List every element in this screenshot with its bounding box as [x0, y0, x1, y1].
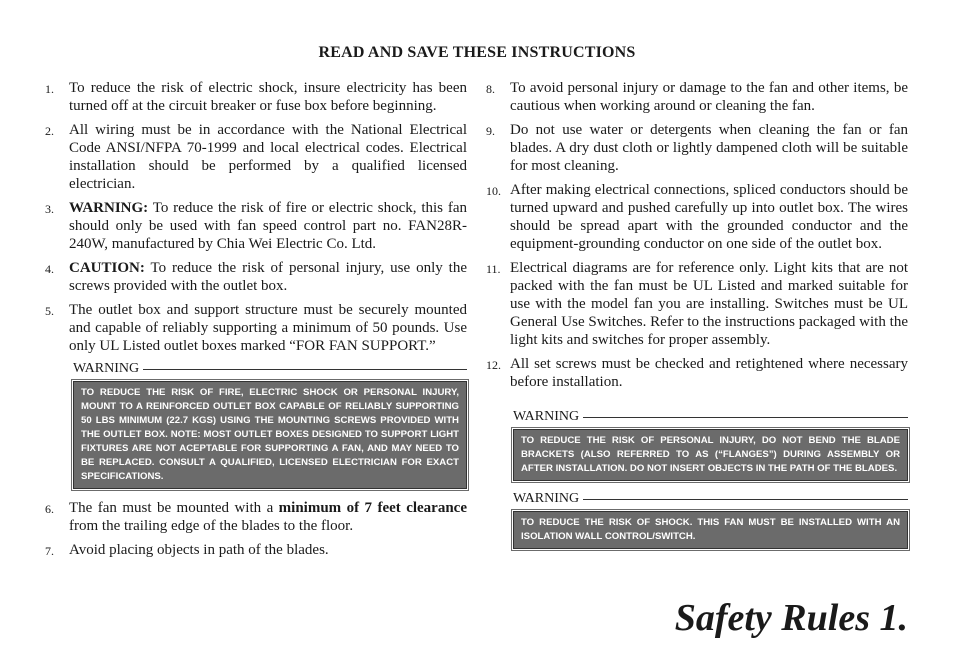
warning-header — [513, 409, 908, 425]
item-text: All wiring must be in accordance with the National Electrical Code ANSI/NFPA 70-1999 and local electrical codes. Electrical installation should be performed by a qualified licensed electrician. — [69, 122, 467, 192]
instruction-item-9 — [486, 121, 908, 175]
warning-block-blades — [513, 409, 908, 481]
warning-block-shock — [513, 491, 908, 549]
item-number: 10. — [486, 184, 501, 198]
warning-header — [513, 491, 908, 507]
instruction-item-12 — [486, 355, 908, 391]
item-number: 2. — [45, 124, 54, 138]
item-text — [69, 199, 467, 253]
warning-box: TO REDUCE THE RISK OF SHOCK. THIS FAN MUST BE INSTALLED WITH AN ISOLATION WALL CONTROL/SWITCH. — [513, 511, 908, 549]
item-body: from the trailing edge of the blades to the floor. — [69, 518, 354, 534]
item-body: To reduce the risk of fire or electric shock, this fan should only be used with fan speed control part no. FAN28R-240W, manufactured by Chia Wei Electric Co. Ltd. — [69, 200, 467, 252]
instruction-item-8 — [486, 79, 908, 115]
item-text: Electrical diagrams are for reference only. Light kits that are not packed with the fan must be UL Listed and marked suitable for use with the model fan you are installing. Switches must be UL General Use Switches. Refer to the instructions packaged with the light kits and switches for proper assembly. — [510, 260, 908, 348]
instruction-item-1 — [45, 79, 467, 115]
warning-rule — [583, 499, 908, 500]
instruction-item-10 — [486, 181, 908, 253]
item-text — [69, 259, 467, 295]
item-number: 1. — [45, 82, 54, 96]
warning-label: WARNING — [73, 361, 140, 376]
item-body: To reduce the risk of personal injury, use only the screws provided with the outlet box. — [69, 260, 467, 294]
item-text: The outlet box and support structure must be securely mounted and capable of reliably supporting a minimum of 50 pounds. Use only UL Listed outlet boxes marked “FOR FAN SUPPORT.” — [69, 302, 467, 354]
section-title: Safety Rules 1. — [674, 597, 908, 639]
caution-keyword: CAUTION: — [69, 260, 145, 276]
item-number: 7. — [45, 544, 54, 558]
warning-rule — [143, 369, 467, 370]
item-number: 4. — [45, 262, 54, 276]
page-title: READ AND SAVE THESE INSTRUCTIONS — [318, 44, 636, 61]
item-text: All set screws must be checked and retightened where necessary before installation. — [510, 356, 908, 390]
instruction-item-7 — [45, 541, 467, 560]
item-text: Do not use water or detergents when cleaning the fan or fan blades. A dry dust cloth or lightly dampened cloth will be suitable for most cleaning. — [510, 122, 908, 174]
instruction-item-5 — [45, 301, 467, 355]
item-number: 9. — [486, 124, 495, 138]
right-column — [486, 79, 908, 559]
clearance-emphasis: minimum of 7 feet clearance — [278, 500, 467, 516]
item-number: 6. — [45, 502, 54, 516]
item-text: Avoid placing objects in path of the blades. — [69, 542, 329, 558]
item-number: 3. — [45, 202, 54, 216]
warning-box: TO REDUCE THE RISK OF PERSONAL INJURY, DO NOT BEND THE BLADE BRACKETS (ALSO REFERRED TO AS (“FLANGES”) DURING ASSEMBLY OR AFTER INSTALLATION. DO NOT INSERT OBJECTS IN THE PATH OF THE BLADES. — [513, 429, 908, 481]
instruction-item-6 — [45, 499, 467, 535]
item-body: The fan must be mounted with a — [69, 500, 279, 516]
instruction-item-4 — [45, 259, 467, 295]
item-text: After making electrical connections, spliced conductors should be turned upward and pushed carefully up into outlet box. The wires should be spread apart with the grounded conductor and the equipment-grounding conductor on one side of the outlet box. — [510, 182, 908, 252]
item-text: To avoid personal injury or damage to the fan and other items, be cautious when working around or cleaning the fan. — [510, 80, 908, 114]
item-number: 11. — [486, 262, 501, 276]
item-text — [69, 499, 467, 535]
warning-box: TO REDUCE THE RISK OF FIRE, ELECTRIC SHOCK OR PERSONAL INJURY, MOUNT TO A REINFORCED OUTLET BOX CAPABLE OF RELIABLY SUPPORTING 50 LBS MINIMUM (22.7 KGS) USING THE MOUNTING SCREWS PROVIDED WITH THE OUTLET BOX. NOTE: MOST OUTLET BOXES DESIGNED TO SUPPORT LIGHT FIXTURES ARE NOT ACEPTABLE FOR SUPPORTING A FAN, AND MAY NEED TO BE REPLACED. CONSULT A QUALIFIED, LICENSED ELECTRICIAN FOR EXACT SPECIFICATIONS. — [73, 381, 467, 489]
item-number: 5. — [45, 304, 54, 318]
item-text: To reduce the risk of electric shock, insure electricity has been turned off at the circuit breaker or fuse box before beginning. — [69, 80, 467, 114]
warning-keyword: WARNING: — [69, 200, 149, 216]
instruction-item-3 — [45, 199, 467, 253]
instruction-item-2 — [45, 121, 467, 193]
item-number: 12. — [486, 358, 501, 372]
warning-rule — [583, 417, 908, 418]
instruction-item-11 — [486, 259, 908, 349]
warning-header — [73, 361, 467, 377]
warning-label: WARNING — [513, 409, 580, 424]
warning-block-mounting — [73, 361, 467, 489]
item-number: 8. — [486, 82, 495, 96]
left-column — [45, 79, 467, 566]
warning-label: WARNING — [513, 491, 580, 506]
